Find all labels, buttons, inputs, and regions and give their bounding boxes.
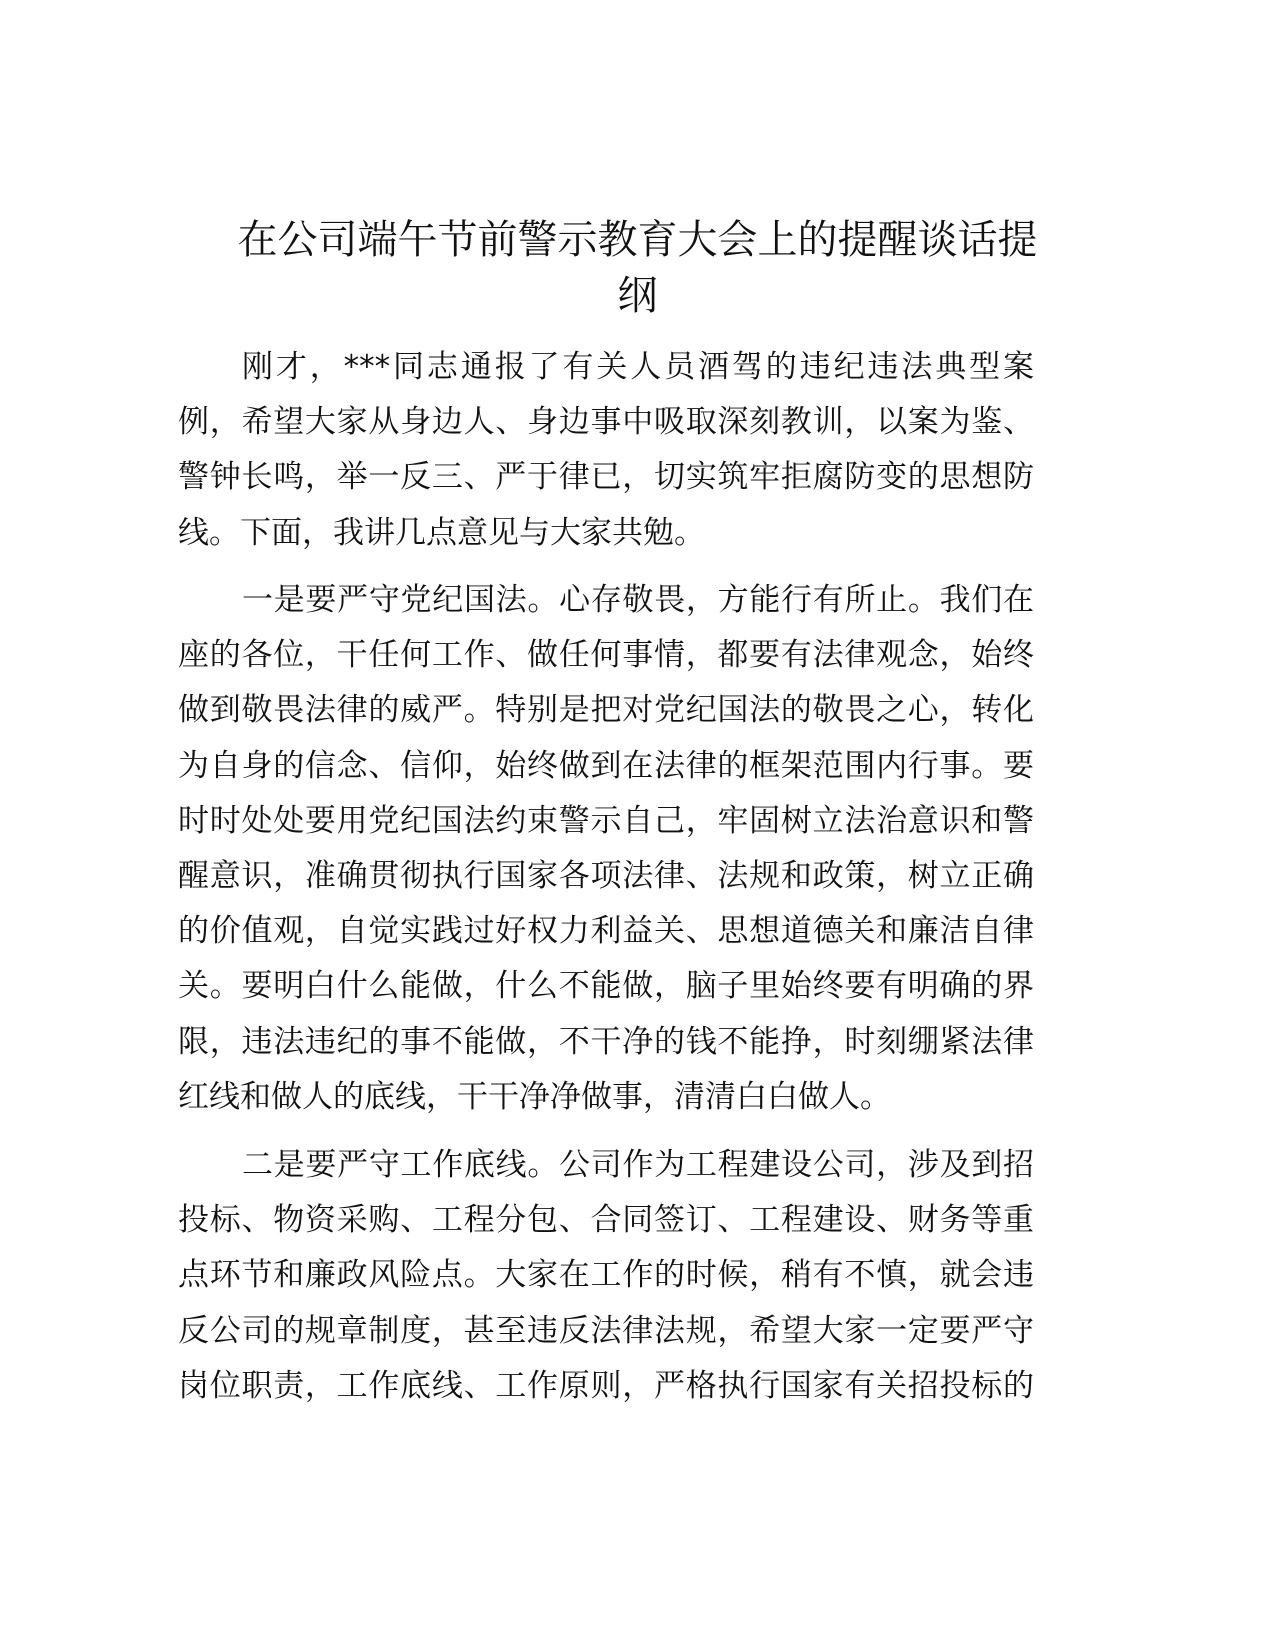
text-line: 警钟长鸣，举一反三、严于律已，切实筑牢拒腐防变的思想防 — [178, 459, 1034, 496]
text-line: 为自身的信念、信仰，始终做到在法律的框架范围内行事。要 — [178, 747, 1034, 784]
paragraph-point-one — [178, 573, 1034, 1125]
text-line: 二是要严守工作底线。公司作为工程建设公司，涉及到招 — [242, 1147, 1034, 1183]
text-line: 例，希望大家从身边人、身边事中吸取深刻教训，以案为鉴、 — [178, 404, 1034, 441]
text-line: 红线和做人的底线，干干净净做事，清清白白做人。 — [178, 1078, 891, 1115]
text-line: 醒意识，准确贯彻执行国家各项法律、法规和政策，树立正确 — [178, 857, 1034, 894]
text-line: 关。要明白什么能做，什么不能做，脑子里始终要有明确的界 — [178, 968, 1034, 1005]
text-line: 反公司的规章制度，甚至违反法律法规，希望大家一定要严守 — [178, 1312, 1034, 1349]
title-line: 在公司端午节前警示教育大会上的提醒谈话提 — [237, 217, 1038, 263]
text-line: 座的各位，干任何工作、做任何事情，都要有法律观念，始终 — [178, 637, 1034, 674]
text-line: 做到敬畏法律的威严。特别是把对党纪国法的敬畏之心，转化 — [178, 692, 1034, 729]
title-line: 纲 — [617, 273, 658, 319]
paragraph-intro — [178, 340, 1034, 561]
text-line: 一是要严守党纪国法。心存敬畏，方能行有所止。我们在 — [242, 582, 1034, 618]
text-line: 点环节和廉政风险点。大家在工作的时候，稍有不慎，就会违 — [178, 1257, 1034, 1294]
text-line: 刚才，***同志通报了有关人员酒驾的违纪违法典型案 — [242, 349, 1034, 385]
text-line: 线。下面，我讲几点意见与大家共勉。 — [178, 514, 705, 551]
text-line: 岗位职责，工作底线、工作原则，严格执行国家有关招投标的 — [178, 1367, 1034, 1404]
text-line: 限，违法违纪的事不能做，不干净的钱不能挣，时刻绷紧法律 — [178, 1023, 1034, 1060]
paragraph-point-two — [178, 1138, 1034, 1414]
text-line: 时时处处要用党纪国法约束警示自己，牢固树立法治意识和警 — [178, 802, 1034, 839]
text-line: 的价值观，自觉实践过好权力利益关、思想道德关和廉洁自律 — [178, 913, 1034, 950]
text-line: 投标、物资采购、工程分包、合同签订、工程建设、财务等重 — [178, 1202, 1034, 1239]
